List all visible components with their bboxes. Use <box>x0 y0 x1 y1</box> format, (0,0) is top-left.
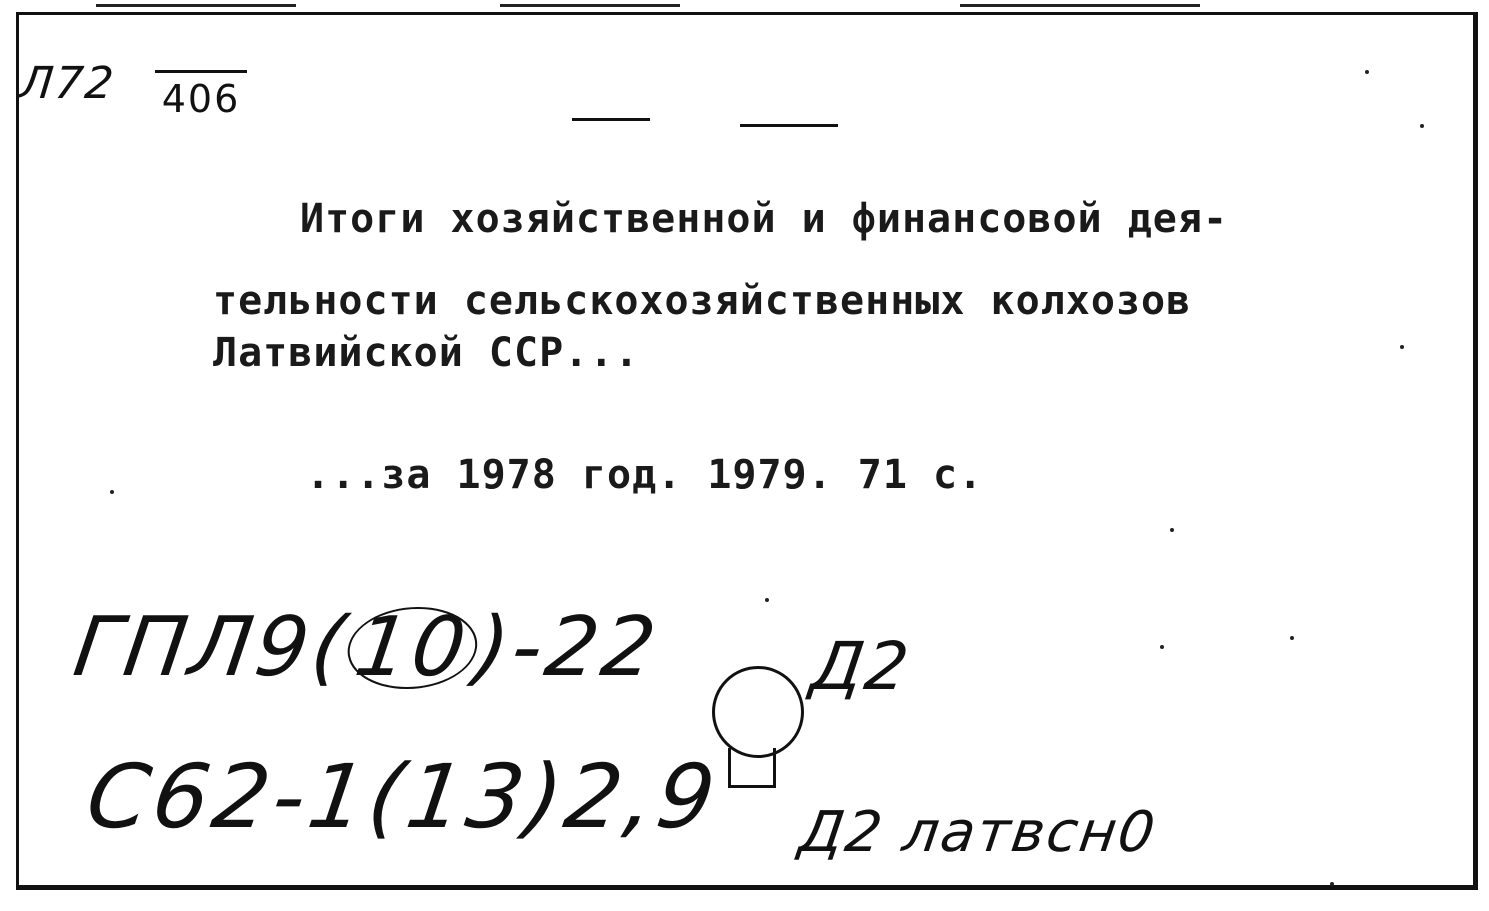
top-edge-dash <box>500 4 680 7</box>
code1-suffix: )-22 <box>469 600 666 695</box>
scan-speck <box>110 490 114 494</box>
scan-speck <box>1160 645 1164 649</box>
scan-speck <box>1420 124 1424 128</box>
shelf-number-bar <box>155 70 247 73</box>
top-edge-dash <box>960 4 1200 7</box>
scan-speck <box>1365 70 1369 74</box>
classification-code-1 <box>68 600 665 695</box>
shelf-number <box>155 70 247 121</box>
bulb-sketch <box>712 666 804 758</box>
classification-code-2: С62-1(13)2,9 <box>80 745 726 848</box>
code1-tail: Д2 <box>806 628 915 705</box>
scan-speck <box>765 598 769 602</box>
code1-prefix: ГПЛ9( <box>68 600 355 695</box>
shelf-mark: Л72 <box>17 58 118 109</box>
shelf-number-value: 406 <box>161 77 241 121</box>
scan-speck <box>1170 528 1174 532</box>
bulb-sketch-stem <box>728 748 776 788</box>
title-line-2: тельности сельскохозяйственных колхозов <box>213 278 1192 324</box>
scan-speck <box>1290 636 1294 640</box>
scan-speck <box>1330 882 1334 886</box>
code1-circled: 10 <box>342 607 482 689</box>
typed-dash <box>572 118 650 121</box>
publication-details: ...за 1978 год. 1979. 71 с. <box>306 452 984 498</box>
code2-tail: Д2 латвсн0 <box>795 800 1161 865</box>
top-edge-dash <box>96 4 296 7</box>
title-line-1: Итоги хозяйственной и финансовой дея- <box>300 196 1229 242</box>
title-line-3: Латвийской ССР... <box>213 330 640 376</box>
scan-speck <box>1400 345 1404 349</box>
typed-dash <box>740 124 838 127</box>
